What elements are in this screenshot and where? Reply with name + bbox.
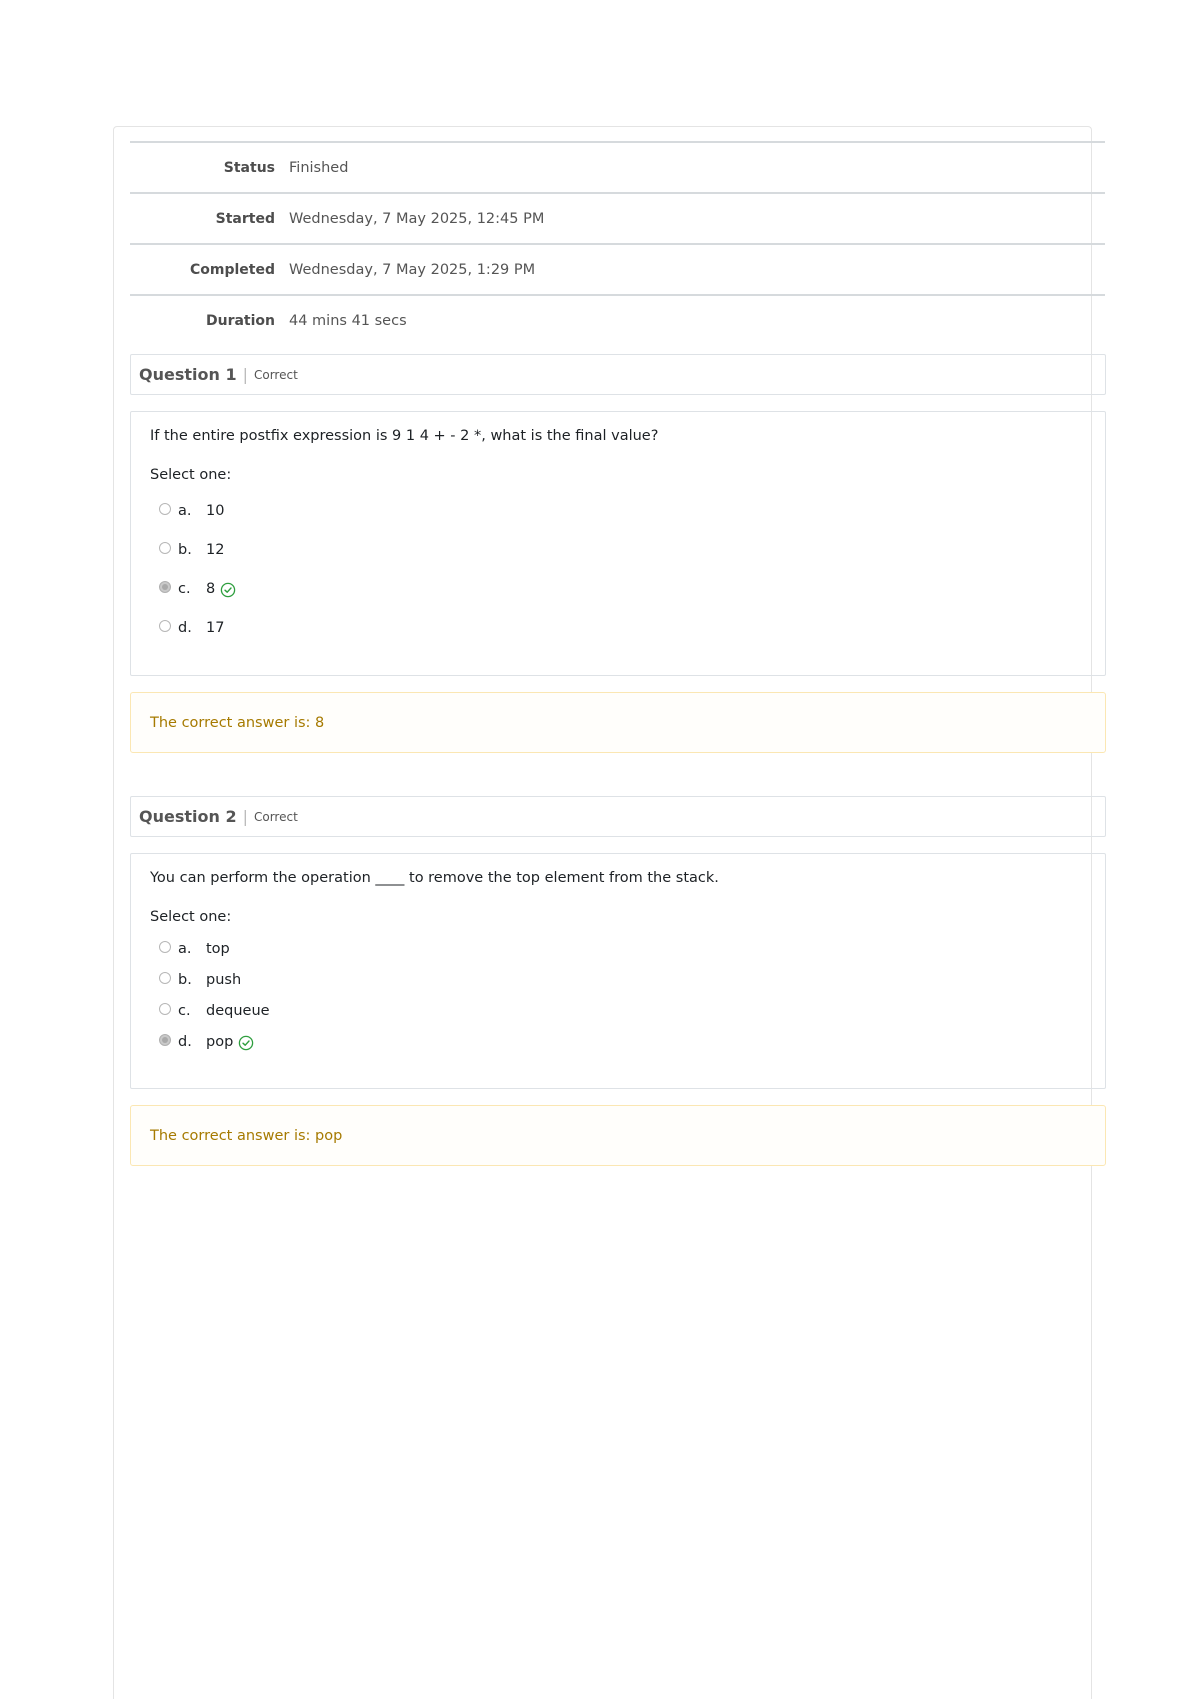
answer-option-d[interactable] [150,1026,1105,1057]
answer-text: 12 [206,541,225,558]
answer-option-b[interactable] [150,530,1105,569]
answer-letter: c. [178,1002,191,1019]
question-number: Question 1 [139,365,237,384]
correct-answer-feedback: The correct answer is: pop [130,1105,1106,1166]
question-number: Question 2 [139,807,237,826]
question-header [130,354,1106,395]
question-state: Correct [253,809,298,824]
summary-row-completed [130,244,1105,295]
answer-letter: b. [178,541,192,558]
answer-letter: b. [178,971,192,988]
radio-button[interactable] [159,503,171,515]
attempt-summary-table [130,141,1105,345]
answer-text: 8 [206,580,216,597]
summary-label: Completed [189,261,275,278]
radio-button[interactable] [159,972,171,984]
answer-option-a[interactable] [150,491,1105,530]
answer-letter: c. [178,580,191,597]
summary-label: Status [223,159,275,176]
summary-row-status [130,142,1105,193]
select-one-label: Select one: [150,467,232,483]
select-one-label: Select one: [150,909,232,925]
answer-letter: a. [178,940,192,957]
answer-text: pop [206,1033,234,1050]
summary-row-duration [130,295,1105,345]
question-text: If the entire postfix expression is 9 1 4 + - 2 *, what is the final value? [150,428,659,444]
summary-row-started [130,193,1105,244]
quiz-review [130,141,1105,1166]
answer-text: push [206,971,242,988]
answer-option-a[interactable] [150,933,1105,964]
question-header [130,796,1106,837]
answer-text: 10 [206,502,225,519]
answer-letter: d. [178,1033,192,1050]
radio-button[interactable] [159,542,171,554]
answer-list [150,491,1105,647]
radio-button[interactable] [159,941,171,953]
header-divider: | [242,807,248,826]
correct-answer-feedback: The correct answer is: 8 [130,692,1106,753]
question-body [130,853,1106,1089]
question-body [130,411,1106,676]
summary-label: Duration [205,312,275,329]
answer-option-b[interactable] [150,964,1105,995]
check-circle-icon [220,582,236,598]
summary-value: Wednesday, 7 May 2025, 12:45 PM [289,210,545,227]
answer-list [150,933,1105,1057]
question-1 [130,354,1105,753]
answer-text: top [206,940,230,957]
radio-button-selected[interactable] [159,581,171,593]
radio-button-selected[interactable] [159,1034,171,1046]
answer-text: dequeue [206,1002,270,1019]
answer-letter: d. [178,619,192,636]
answer-option-c[interactable] [150,569,1105,608]
answer-letter: a. [178,502,192,519]
answer-option-d[interactable] [150,608,1105,647]
question-text: You can perform the operation ____ to remove the top element from the stack. [150,870,719,886]
question-state: Correct [253,367,298,382]
radio-button[interactable] [159,620,171,632]
summary-value: Wednesday, 7 May 2025, 1:29 PM [289,261,536,278]
answer-option-c[interactable] [150,995,1105,1026]
summary-value: Finished [289,159,349,176]
summary-value: 44 mins 41 secs [289,312,407,329]
header-divider: | [242,365,248,384]
answer-text: 17 [206,619,225,636]
check-circle-icon [238,1035,254,1051]
radio-button[interactable] [159,1003,171,1015]
summary-label: Started [215,210,275,227]
question-2 [130,796,1105,1166]
